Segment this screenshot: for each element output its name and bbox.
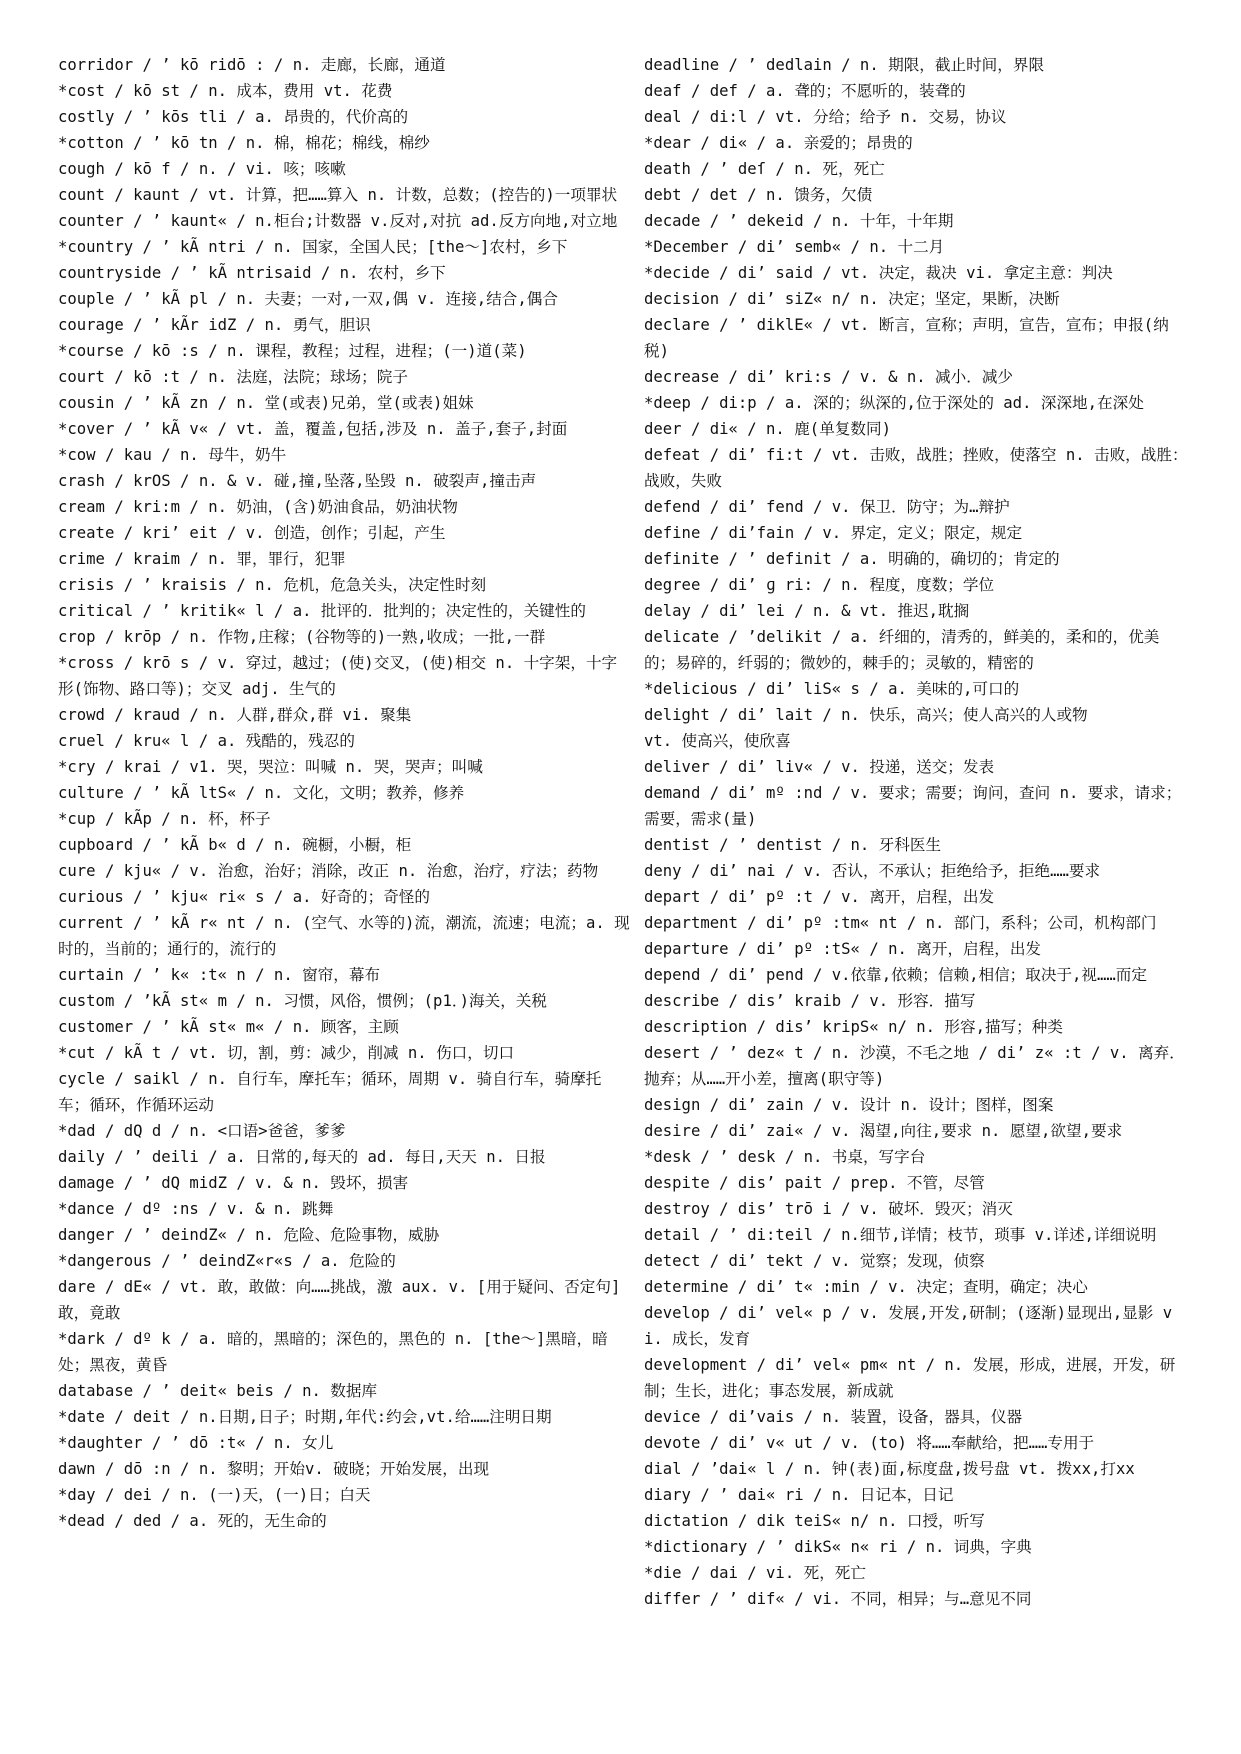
vocabulary-entry: couple / ’ kÃ pl / n. 夫妻；一对,一双,偶 v. 连接,结合,偶合 (58, 290, 558, 308)
vocabulary-entry: decade / ’ dekeid / n. 十年，十年期 (644, 212, 954, 230)
vocabulary-entry: detect / di’ tekt / v. 觉察；发现，侦察 (644, 1252, 985, 1270)
vocabulary-entry: decision / di’ siZ« n/ n. 决定；坚定，果断，决断 (644, 290, 1060, 308)
vocabulary-entry: countryside / ’ kÃ ntrisaid / n. 农村，乡下 (58, 264, 446, 282)
vocabulary-entry: *country / ’ kÃ ntri / n. 国家，全国人民；[the～]农村，乡下 (58, 238, 568, 256)
vocabulary-entry: *cow / kau / n. 母牛，奶牛 (58, 446, 287, 464)
vocabulary-entry: curtain / ’ k« :t« n / n. 窗帘，幕布 (58, 966, 381, 984)
vocabulary-entry: develop / di’ vel« p / v. 发展,开发,研制；(逐渐)显现出,显影 vi. 成长，发育 (644, 1304, 1173, 1348)
vocabulary-entry: dawn / dō :n / n. 黎明；开始v. 破晓；开始发展，出现 (58, 1460, 490, 1478)
vocabulary-entry: deaf / def / a. 聋的；不愿听的，装聋的 (644, 82, 966, 100)
vocabulary-entry: *cotton / ’ kō tn / n. 棉，棉花；棉线，棉纱 (58, 134, 430, 152)
vocabulary-entry: *die / dai / vi. 死，死亡 (644, 1564, 866, 1582)
vocabulary-entry: department / di’ pº :tm« nt / n. 部门，系科；公司，机构部门 (644, 914, 1157, 932)
vocabulary-entry: *cost / kō st / n. 成本，费用 vt. 花费 (58, 82, 393, 100)
vocabulary-entry: vt. 使高兴，使欣喜 (644, 732, 791, 750)
vocabulary-entry: *dead / ded / a. 死的，无生命的 (58, 1512, 327, 1530)
vocabulary-entry: deliver / di’ liv« / v. 投递，送交；发表 (644, 758, 995, 776)
vocabulary-entry: *date / deit / n.日期,日子；时期,年代:约会,vt.给……注明日期 (58, 1408, 552, 1426)
vocabulary-entry: *cross / krō s / v. 穿过，越过；(使)交叉，(使)相交 n. 十字架，十字形(饰物、路口等)；交叉 adj. 生气的 (58, 654, 618, 698)
vocabulary-entry: debt / det / n. 馈务，欠债 (644, 186, 873, 204)
vocabulary-entry: *deep / di:p / a. 深的；纵深的,位于深处的 ad. 深深地,在深处 (644, 394, 1144, 412)
vocabulary-entry: delicate / ’delikit / a. 纤细的，清秀的，鲜美的，柔和的，优美的；易碎的，纤弱的；微妙的，棘手的；灵敏的，精密的 (644, 628, 1160, 672)
vocabulary-entry: despite / dis’ pait / prep. 不管，尽管 (644, 1174, 985, 1192)
vocabulary-column-right (644, 52, 1190, 1612)
vocabulary-entry: deer / di« / n. 鹿(单复数同) (644, 420, 891, 438)
vocabulary-column-left (58, 52, 630, 1534)
vocabulary-entry: cycle / saikl / n. 自行车，摩托车；循环，周期 v. 骑自行车，骑摩托车；循环，作循环运动 (58, 1070, 602, 1114)
vocabulary-entry: departure / di’ pº :tS« / n. 离开，启程，出发 (644, 940, 1042, 958)
vocabulary-entry: crop / krōp / n. 作物,庄稼；(谷物等的)一熟,收成；一批,一群 (58, 628, 546, 646)
vocabulary-entry: crime / kraim / n. 罪，罪行，犯罪 (58, 550, 346, 568)
vocabulary-entry: corridor / ’ kō ridō : / n. 走廊，长廊，通道 (58, 56, 446, 74)
vocabulary-entry: create / kri’ eit / v. 创造，创作；引起，产生 (58, 524, 446, 542)
vocabulary-entry: dentist / ’ dentist / n. 牙科医生 (644, 836, 942, 854)
vocabulary-entry: count / kaunt / vt. 计算，把……算入 n. 计数，总数；(控告的)一项罪状 (58, 186, 618, 204)
vocabulary-entry: dictation / dik teiS« n/ n. 口授，听写 (644, 1512, 985, 1530)
vocabulary-entry: cruel / kru« l / a. 残酷的，残忍的 (58, 732, 355, 750)
vocabulary-entry: development / di’ vel« pm« nt / n. 发展，形成，进展，开发，研制；生长，进化；事态发展，新成就 (644, 1356, 1176, 1400)
vocabulary-entry: *dad / dQ d / n. <口语>爸爸，爹爹 (58, 1122, 346, 1140)
vocabulary-entry: cure / kju« / v. 治愈，治好；消除，改正 n. 治愈，治疗，疗法；药物 (58, 862, 599, 880)
vocabulary-entry: depart / di’ pº :t / v. 离开，启程，出发 (644, 888, 995, 906)
vocabulary-entry: *cut / kÃ t / vt. 切，割，剪：减少，削减 n. 伤口，切口 (58, 1044, 515, 1062)
vocabulary-entry: crisis / ’ kraisis / n. 危机，危急关头，决定性时刻 (58, 576, 487, 594)
vocabulary-entry: custom / ’kÃ st« m / n. 习惯，风俗，惯例；(p1．)海关，关税 (58, 992, 547, 1010)
vocabulary-entry: depend / di’ pend / v.依靠,依赖；信赖,相信；取决于,视……而定 (644, 966, 1147, 984)
vocabulary-entry: delay / di’ lei / n. & vt. 推迟,耽搁 (644, 602, 970, 620)
vocabulary-entry: differ / ’ dif« / vi. 不同，相异；与…意见不同 (644, 1590, 1032, 1608)
vocabulary-entry: desire / di’ zai« / v. 渴望,向往,要求 n. 愿望,欲望,要求 (644, 1122, 1123, 1140)
vocabulary-entry: cream / kri:m / n. 奶油，(含)奶油食品，奶油状物 (58, 498, 458, 516)
vocabulary-entry: definite / ’ definit / a. 明确的，确切的；肯定的 (644, 550, 1060, 568)
vocabulary-entry: customer / ’ kÃ st« m« / n. 顾客，主顾 (58, 1018, 399, 1036)
vocabulary-entry: costly / ’ kōs tli / a. 昂贵的，代价高的 (58, 108, 409, 126)
vocabulary-entry: danger / ’ deindZ« / n. 危险、危险事物，威胁 (58, 1226, 440, 1244)
vocabulary-entry: describe / dis’ kraib / v. 形容．描写 (644, 992, 976, 1010)
vocabulary-entry: *dangerous / ’ deindZ«r«s / a. 危险的 (58, 1252, 396, 1270)
vocabulary-entry: culture / ’ kÃ ltS« / n. 文化，文明；教养，修养 (58, 784, 465, 802)
vocabulary-entry: deny / di’ nai / v. 否认，不承认；拒绝给予，拒绝……要求 (644, 862, 1101, 880)
vocabulary-entry: *day / dei / n. (一)天，(一)日；白天 (58, 1486, 371, 1504)
vocabulary-entry: detail / ’ di:teil / n.细节,详情；枝节，琐事 v.详述,详细说明 (644, 1226, 1157, 1244)
vocabulary-entry: *December / di’ semb« / n. 十二月 (644, 238, 945, 256)
vocabulary-entry: declare / ’ diklE« / vt. 断言，宣称；声明，宣告，宣布；申报(纳税) (644, 316, 1169, 360)
vocabulary-entry: define / di’fain / v. 界定，定义；限定，规定 (644, 524, 1023, 542)
vocabulary-entry: *cup / kÃp / n. 杯，杯子 (58, 810, 271, 828)
vocabulary-entry: device / di’vais / n. 装置，设备，器具，仪器 (644, 1408, 1023, 1426)
vocabulary-entry: death / ’ deſ / n. 死，死亡 (644, 160, 885, 178)
vocabulary-entry: critical / ’ kritik« l / a. 批评的．批判的；决定性的，关键性的 (58, 602, 586, 620)
vocabulary-entry: *dear / di« / a. 亲爱的；昂贵的 (644, 134, 913, 152)
vocabulary-entry: current / ’ kÃ r« nt / n. (空气、水等的)流，潮流，流速；电流；a. 现时的，当前的；通行的，流行的 (58, 914, 630, 958)
vocabulary-entry: deadline / ’ dedlain / n. 期限，截止时间，界限 (644, 56, 1045, 74)
vocabulary-entry: *decide / di’ said / vt. 决定，裁决 vi. 拿定主意：判决 (644, 264, 1113, 282)
vocabulary-entry: cough / kō f / n. / vi. 咳；咳嗽 (58, 160, 346, 178)
vocabulary-entry: *dark / dº k / a. 暗的，黑暗的；深色的，黑色的 n. [the～]黑暗，暗处；黑夜，黄昏 (58, 1330, 608, 1374)
vocabulary-entry: destroy / dis’ trō i / v. 破坏．毁灭；消灭 (644, 1200, 1013, 1218)
vocabulary-entry: decrease / di’ kri:s / v. & n. 减小．减少 (644, 368, 1014, 386)
vocabulary-entry: demand / di’ mº :nd / v. 要求；需要；询问，查问 n. 要求，请求；需要，需求(量) (644, 784, 1182, 828)
vocabulary-entry: diary / ’ dai« ri / n. 日记本，日记 (644, 1486, 954, 1504)
vocabulary-entry: delight / di’ lait / n. 快乐，高兴；使人高兴的人或物 (644, 706, 1088, 724)
vocabulary-entry: *cover / ’ kÃ v« / vt. 盖，覆盖,包括,涉及 n. 盖子,套子,封面 (58, 420, 568, 438)
vocabulary-entry: degree / di’ ɡ ri: / n. 程度，度数；学位 (644, 576, 995, 594)
vocabulary-entry: *dictionary / ’ dikS« n« ri / n. 词典，字典 (644, 1538, 1032, 1556)
vocabulary-entry: courage / ’ kÃr idZ / n. 勇气，胆识 (58, 316, 371, 334)
vocabulary-entry: cousin / ’ kÃ zn / n. 堂(或表)兄弟，堂(或表)姐妹 (58, 394, 474, 412)
vocabulary-entry: court / kō :t / n. 法庭，法院；球场；院子 (58, 368, 408, 386)
vocabulary-entry: *desk / ’ desk / n. 书桌，写字台 (644, 1148, 926, 1166)
vocabulary-entry: *course / kō :s / n. 课程，教程；过程，进程；(一)道(菜) (58, 342, 527, 360)
vocabulary-entry: daily / ’ deili / a. 日常的,每天的 ad. 每日,天天 n. 日报 (58, 1148, 546, 1166)
vocabulary-entry: desert / ’ dez« t / n. 沙漠，不毛之地 / di’ z« :t / v. 离弃．抛弃；从……开小差，擅离(职守等) (644, 1044, 1185, 1088)
vocabulary-entry: *delicious / di’ liS« s / a. 美味的,可口的 (644, 680, 1020, 698)
vocabulary-entry: counter / ’ kaunt« / n.柜台;计数器 v.反对,对抗 ad.反方向地,对立地 (58, 212, 618, 230)
vocabulary-entry: deal / di:l / vt. 分给；给予 n. 交易，协议 (644, 108, 1007, 126)
vocabulary-entry: dial / ’dai« l / n. 钟(表)面,标度盘,拨号盘 vt. 拨xx,打xx (644, 1460, 1135, 1478)
vocabulary-entry: damage / ’ dQ midZ / v. & n. 毁坏，损害 (58, 1174, 409, 1192)
vocabulary-entry: determine / di’ t« :min / v. 决定；查明，确定；决心 (644, 1278, 1088, 1296)
vocabulary-entry: curious / ’ kju« ri« s / a. 好奇的；奇怪的 (58, 888, 431, 906)
vocabulary-entry: *dance / dº :ns / v. & n. 跳舞 (58, 1200, 334, 1218)
vocabulary-entry: cupboard / ’ kÃ b« d / n. 碗橱，小橱，柜 (58, 836, 412, 854)
vocabulary-entry: description / dis’ kripS« n/ n. 形容,描写；种类 (644, 1018, 1063, 1036)
vocabulary-entry: design / di’ zain / v. 设计 n. 设计；图样，图案 (644, 1096, 1054, 1114)
vocabulary-entry: defend / di’ fend / v. 保卫．防守；为…辩护 (644, 498, 1010, 516)
vocabulary-entry: dare / dE« / vt. 敢，敢做：向……挑战，激 aux. v. [用于疑问、否定句]敢，竟敢 (58, 1278, 621, 1322)
vocabulary-entry: *daughter / ’ dō :t« / n. 女儿 (58, 1434, 334, 1452)
vocabulary-entry: database / ’ deit« beis / n. 数据库 (58, 1382, 378, 1400)
vocabulary-entry: crash / krOS / n. & v. 碰,撞,坠落,坠毁 n. 破裂声,撞击声 (58, 472, 537, 490)
vocabulary-entry: defeat / di’ fi:t / vt. 击败，战胜；挫败，使落空 n. 击败，战胜：战败，失败 (644, 446, 1188, 490)
vocabulary-entry: *cry / krai / v1. 哭，哭泣：叫喊 n. 哭，哭声；叫喊 (58, 758, 483, 776)
vocabulary-entry: devote / di’ v« ut / v. (to) 将……奉献给，把……专用于 (644, 1434, 1095, 1452)
vocabulary-entry: crowd / kraud / n. 人群,群众,群 vi. 聚集 (58, 706, 412, 724)
